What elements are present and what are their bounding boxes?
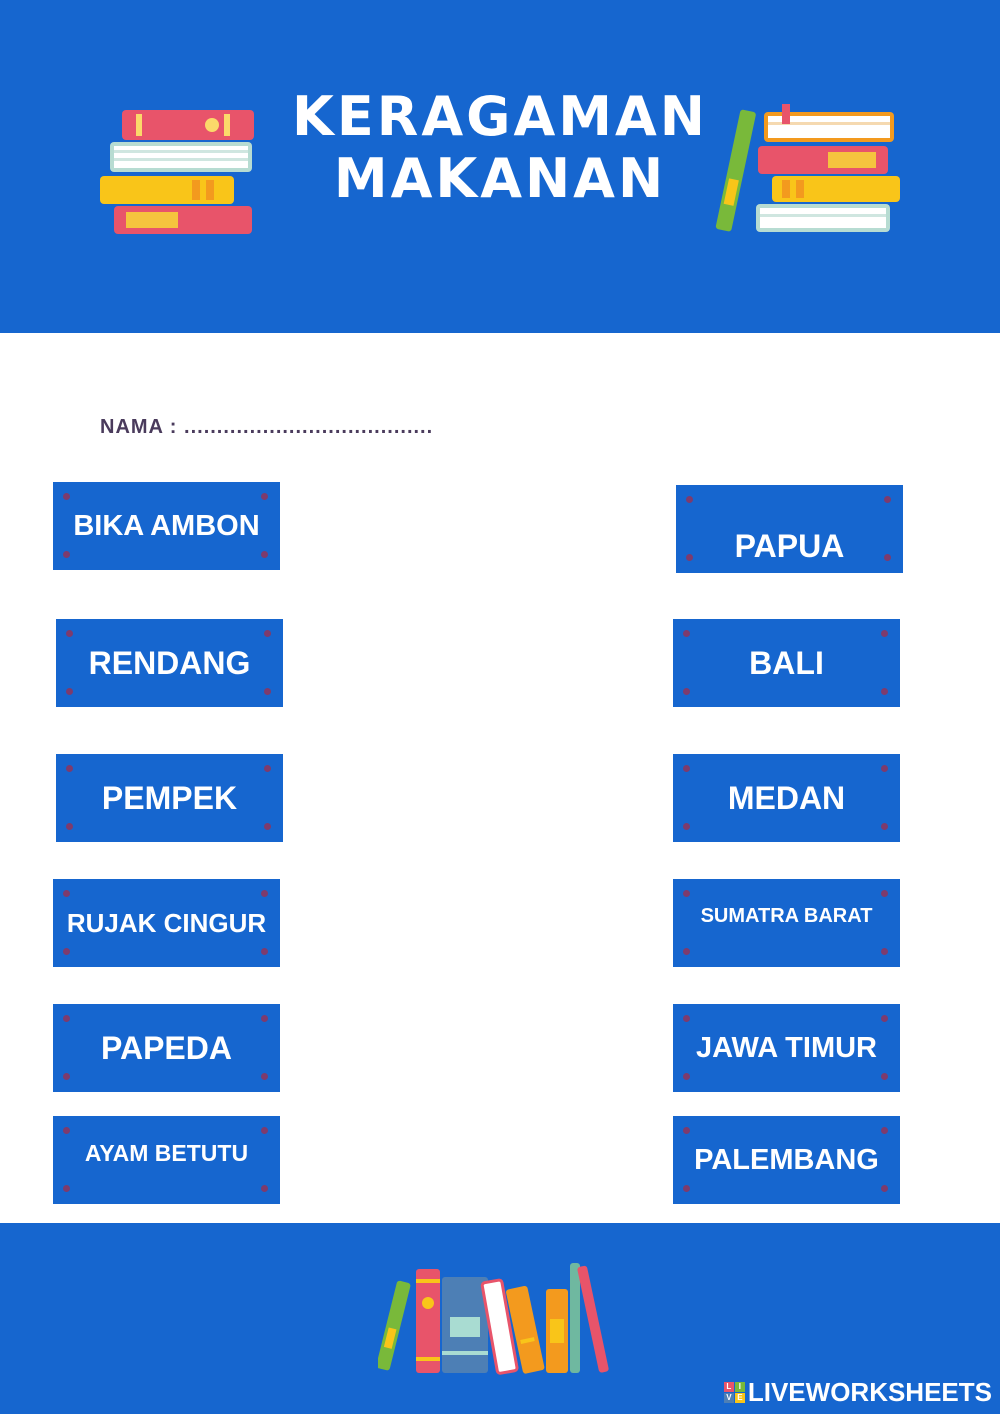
book-stack-left-icon: [96, 104, 256, 236]
header-banner: [0, 0, 1000, 333]
food-card-rujak-cingur[interactable]: [53, 879, 280, 967]
card-dot: [881, 948, 888, 955]
liveworksheets-brand-text: LIVEWORKSHEETS: [747, 1377, 992, 1407]
card-dot: [683, 1185, 690, 1192]
card-dot: [264, 823, 271, 830]
card-dot: [686, 554, 693, 561]
card-dot: [66, 823, 73, 830]
card-label: RENDANG: [88, 644, 251, 681]
card-dot: [683, 688, 690, 695]
region-card-medan[interactable]: [673, 754, 900, 842]
food-card-papeda[interactable]: [53, 1004, 280, 1092]
card-label: JAWA TIMUR: [696, 1031, 877, 1064]
card-dot: [261, 1185, 268, 1192]
card-dot: [881, 1073, 888, 1080]
card-dot: [63, 890, 70, 897]
card-dot: [261, 1073, 268, 1080]
card-label: BALI: [749, 644, 824, 681]
card-dot: [683, 890, 690, 897]
card-dot: [881, 890, 888, 897]
card-dot: [63, 551, 70, 558]
card-dot: [884, 554, 891, 561]
card-dot: [881, 1015, 888, 1022]
card-label: PEMPEK: [101, 779, 238, 816]
region-card-bali[interactable]: [673, 619, 900, 707]
card-dot: [683, 1015, 690, 1022]
card-label: SUMATRA BARAT: [700, 905, 873, 927]
card-dot: [63, 1073, 70, 1080]
card-dot: [881, 1127, 888, 1134]
card-label: BIKA AMBON: [73, 509, 260, 542]
card-dot: [686, 496, 693, 503]
card-dot: [66, 765, 73, 772]
card-dot: [881, 1185, 888, 1192]
card-dot: [63, 1185, 70, 1192]
title-line-2: MAKANAN: [333, 147, 667, 210]
card-dot: [63, 493, 70, 500]
card-dot: [261, 1127, 268, 1134]
title-line-1: KERAGAMAN: [292, 85, 708, 148]
region-card-palembang[interactable]: [673, 1116, 900, 1204]
region-card-papua[interactable]: [676, 485, 903, 573]
liveworksheets-logo: [724, 1377, 992, 1408]
page-title: [250, 86, 750, 210]
card-label: PALEMBANG: [694, 1143, 879, 1176]
card-dot: [683, 630, 690, 637]
food-card-ayam-betutu[interactable]: [53, 1116, 280, 1204]
card-dot: [881, 630, 888, 637]
bookshelf-icon: [378, 1259, 628, 1379]
card-dot: [261, 551, 268, 558]
card-label: RUJAK CINGUR: [66, 907, 267, 938]
card-dot: [683, 765, 690, 772]
card-label: PAPEDA: [101, 1029, 232, 1066]
card-dot: [66, 688, 73, 695]
card-dot: [261, 493, 268, 500]
card-dot: [66, 630, 73, 637]
food-card-rendang[interactable]: [56, 619, 283, 707]
card-dot: [63, 1015, 70, 1022]
food-card-bika-ambon[interactable]: [53, 482, 280, 570]
card-dot: [63, 1127, 70, 1134]
card-dot: [261, 948, 268, 955]
card-dot: [683, 1127, 690, 1134]
card-dot: [683, 823, 690, 830]
name-field-label: NAMA : ......................................: [100, 416, 434, 438]
card-dot: [264, 630, 271, 637]
card-dot: [881, 765, 888, 772]
food-card-pempek[interactable]: [56, 754, 283, 842]
card-dot: [264, 765, 271, 772]
card-dot: [261, 890, 268, 897]
liveworksheets-logo-icon: L I V E: [724, 1382, 745, 1403]
region-card-sumatra-barat[interactable]: [673, 879, 900, 967]
card-label: PAPUA: [734, 528, 845, 564]
card-dot: [881, 688, 888, 695]
card-dot: [881, 823, 888, 830]
book-stack-right-icon: [708, 100, 908, 240]
card-dot: [261, 1015, 268, 1022]
card-label: AYAM BETUTU: [84, 1140, 249, 1166]
region-card-jawa-timur[interactable]: [673, 1004, 900, 1092]
card-dot: [63, 948, 70, 955]
card-dot: [264, 688, 271, 695]
card-dot: [683, 948, 690, 955]
card-label: MEDAN: [727, 779, 846, 816]
card-dot: [884, 496, 891, 503]
card-dot: [683, 1073, 690, 1080]
footer-banner: [0, 1223, 1000, 1414]
